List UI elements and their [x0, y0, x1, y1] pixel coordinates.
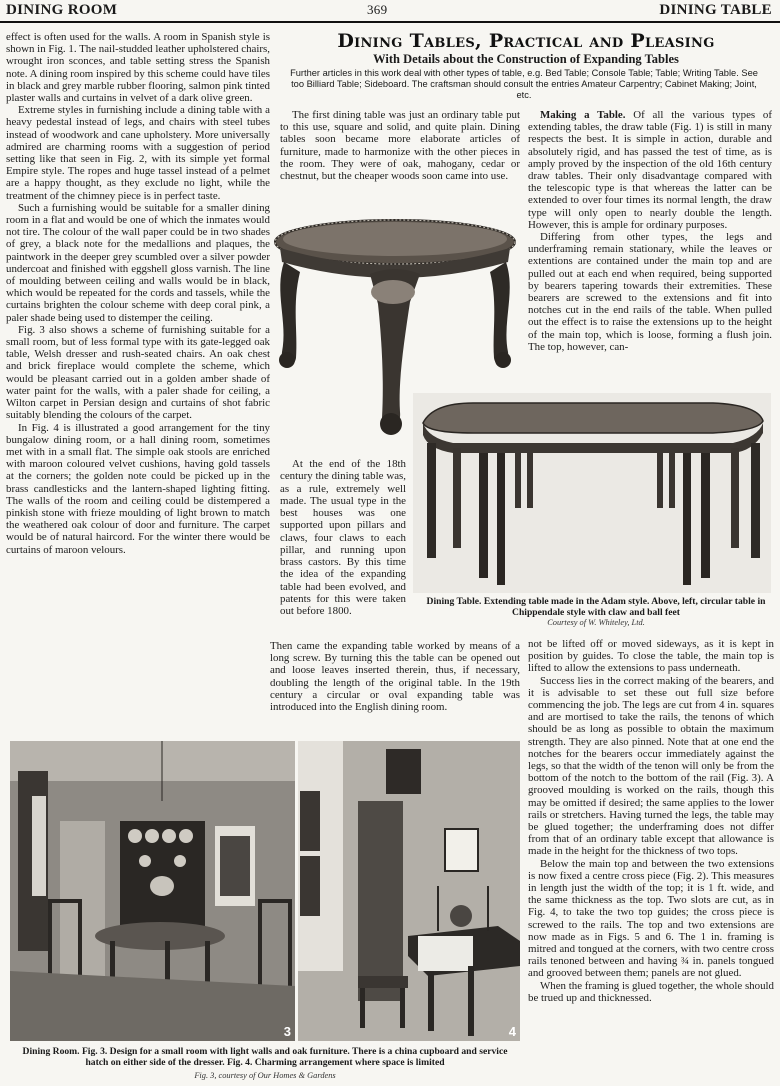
middle-intro: [280, 109, 520, 182]
tables-figure-caption: [418, 597, 774, 629]
fig4-dining-alcove-photo: [298, 741, 520, 1041]
fig3-room-drawing: [10, 741, 295, 1041]
left-column: [6, 31, 270, 556]
adam-table-drawing: [413, 393, 771, 593]
paragraph: In Fig. 4 is illustrated a good arrangement for the tiny bungalow dining room, or a hall dining room, sometimes met with in a small flat. The simple oak stools are enriched with maroon coloured velvet cushions, having gold tassels at the corners; the golden note could be picked up in the brass candlesticks and the lantern-shaped lighting fitting. The walls of the room and ceiling could be distempered a pinkish stone with frieze moulding of light brown to match the weathered oak colour of door and furniture. The carpet would be of natural haircord. For the winter there would be curtains of maroon velours.: [6, 421, 270, 556]
cross-reference-note: Further articles in this work deal with other types of table, e.g. Bed Table; Console Table; Table; Writing Table. See too Billiard Table; Sideboard. The craftsman should consult the entries Amateur Carpentry; Cabinet Making; Joint, etc.: [290, 68, 758, 100]
adam-table-photo: [413, 393, 771, 593]
tables-credit: Courtesy of W. Whiteley, Ltd.: [547, 618, 645, 627]
article-subtitle: With Details about the Construction of Expanding Tables: [373, 52, 679, 66]
page-number: 369: [367, 2, 388, 17]
paragraph: Extreme styles in furnishing include a dining table with a heavy pedestal instead of legs, and chairs with steel tubes instead of woodwork and cane upholstery. More universally admired are charming rooms with a suggestion of period setting like that seen in Fig. 2, with its simple yet formal Empire style. The ropes and huge tassel instead of a pelmet are a happy thought, as they exclude no light, while the treatment of the chimney piece is in perfect taste.: [6, 104, 270, 202]
rooms-credit: Fig. 3, courtesy of Our Homes & Gardens: [194, 1071, 336, 1080]
making-heading: Making a Table.: [540, 109, 626, 121]
tables-caption-text: Dining Table. Extending table made in the Adam style. Above, left, circular table in Chippendale style with claw and ball feet: [426, 596, 766, 618]
paragraph: not be lifted off or moved sideways, as it is kept in position by guides. To close the table, the main top is lifted to allow the extensions to pass underneath.: [528, 638, 774, 675]
fig4-room-drawing: [298, 741, 520, 1041]
middle-screw-paragraph: [270, 640, 520, 713]
paragraph: Then came the expanding table worked by means of a long screw. By turning this the table can be opened out and loose leaves inserted therein, thus, if necessary, doubling the length of the original table. In the 19th century a circular or oval expanding table was introduced into the English dining room.: [270, 640, 520, 714]
section-title-right: DINING TABLE: [659, 2, 772, 18]
paragraph: Such a furnishing would be suitable for a smaller dining room in a flat and would be one of which the inmates would not tire. The colour of the wall paper could be in two shades of grey, a black note for the medallions and plaques, the paintwork in the deeper grey scumbled over a silver powder undercoat and finished with eggshell gloss varnish. The line of moulding between ceiling and walls would be in black, which would be repeated for the cords and tassels, while the curtains brighten the colour scheme with deep coral pink, a paler shade being used to distemper the ceiling.: [6, 201, 270, 324]
paragraph: When the framing is glued together, the whole should be trued up and thicknessed.: [528, 979, 774, 1004]
rooms-caption-text: Dining Room. Fig. 3. Design for a small room with light walls and oak furniture. There is a china cupboard and service hatch on either side of the dresser. Fig. 4. Charming arrangement where space is limited: [22, 1046, 508, 1068]
right-column-top: [528, 109, 772, 353]
paragraph: Fig. 3 also shows a scheme of furnishing suitable for a small room, but of less formal type with its gate-legged oak table, Welsh dresser and rush-seated chairs. An oak chest and brick fireplace would complete the scheme, which would be pleasant carried out in a golden amber shade of water paint for the walls, with a paler shade for ceiling, a Wilton carpet in Persian design and curtains of shot fabric suitably blending the colours of the carpet.: [6, 323, 270, 422]
header-rule: [0, 21, 780, 23]
paragraph: Differing from other types, the legs and underframing remain stationary, while the leaves or extentions are contained under the main top and are pulled out at each end when required, being supported by bearers tapering towards their extremities. These bearers are screwed to the extensions and fit into notches cut in the end rails of the table. When pulled out the effect is to raise the extensions up to the height of the main top, which is loose, forming a flush join. The top, however, can-: [528, 231, 772, 353]
section-title-left: DINING ROOM: [6, 2, 118, 18]
making-text: Of all the various types of extending tables, the draw table (Fig. 1) is still in many respects the best. It is simple in action, durable and absolutely rigid, and has passed the test of time, as is amply proved by the inspection of the old 16th century draw tables. Their only disadvantage compared with the telescopic type is that whereas the latter can be extended to over four times its normal length, the draw type will only open to nearly double the length. However, this is ample for ordinary purposes.: [528, 109, 772, 231]
paragraph: Below the main top and between the two extensions is now fixed a centre cross piece (Fig. 2). This measures in length just the width of the top; it is 1 ft. wide, and the same thickness as the top. Two slots are cut, as in Fig. 4, to take the two top guides; the cross piece is screwed to the rails. The top and two extensions are now made as in Figs. 5 and 6. The 1 in. framing is mitred and tongued at the corners, with two centre cross rails tenoned between and having ¾ in. panels tongued and grooved between them; panels are not glued.: [528, 857, 774, 980]
right-column-bottom: [528, 638, 774, 1004]
paragraph: At the end of the 18th century the dining table was, as a rule, extremely well made. The usual type in the best houses was one supported upon pillars and claws, four claws to each pillar, and running upon brass castors. By this time the idea of the expanding table had been evolved, and patents for this were taken out before 1800.: [280, 458, 406, 617]
rooms-figure-caption: [10, 1047, 520, 1082]
fig3-dining-room-photo: [10, 741, 295, 1041]
middle-narrow-column: [280, 458, 406, 617]
paragraph: [528, 109, 772, 231]
running-head: [0, 2, 780, 20]
paragraph: effect is often used for the walls. A room in Spanish style is shown in Fig. 1. The nail-studded leather upholstered chairs, wrought iron sconces, and table setting stress the Spanish note. A dining room inspired by this scheme could have tiles in black and grey marble rubber flooring, salmon pink tinted plaster walls and curtains in velvet of a dark olive green.: [6, 31, 270, 105]
paragraph: Success lies in the correct making of the bearers, and it is advisable to set these out full size before commencing the job. The legs are cut from 4 in. squares and are mortised to take the rails, the tenons of which should be as long as possible to obtain the maximum strength. They are also pinned. Note that at one end the notches for the bearers occur immediately against the legs, so that the width of the tenon will only be from the bottom of the notch to the bottom of the rail (Fig. 3). A grooved moulding is worked on the rails, though this may be omitted if desired; the same applies to the lower rails or stretchers. Having turned the legs, the table may be glued together; the underframing does not differ from that of an ordinary table except that allowance is made in the height for the thickness of two tops.: [528, 674, 774, 858]
fig3-label: 3: [283, 1024, 291, 1039]
fig4-label: 4: [508, 1024, 516, 1039]
paragraph: The first dining table was just an ordinary table put to this use, square and solid, and quite plain. Dining tables soon became more elaborate articles of furniture, made to harmonize with the other pieces in the room. They were of oak, mahogany, cedar or chestnut, but the cheaper woods soon came into use.: [280, 109, 520, 183]
article-title: Dining Tables, Practical and Pleasing: [337, 30, 715, 52]
